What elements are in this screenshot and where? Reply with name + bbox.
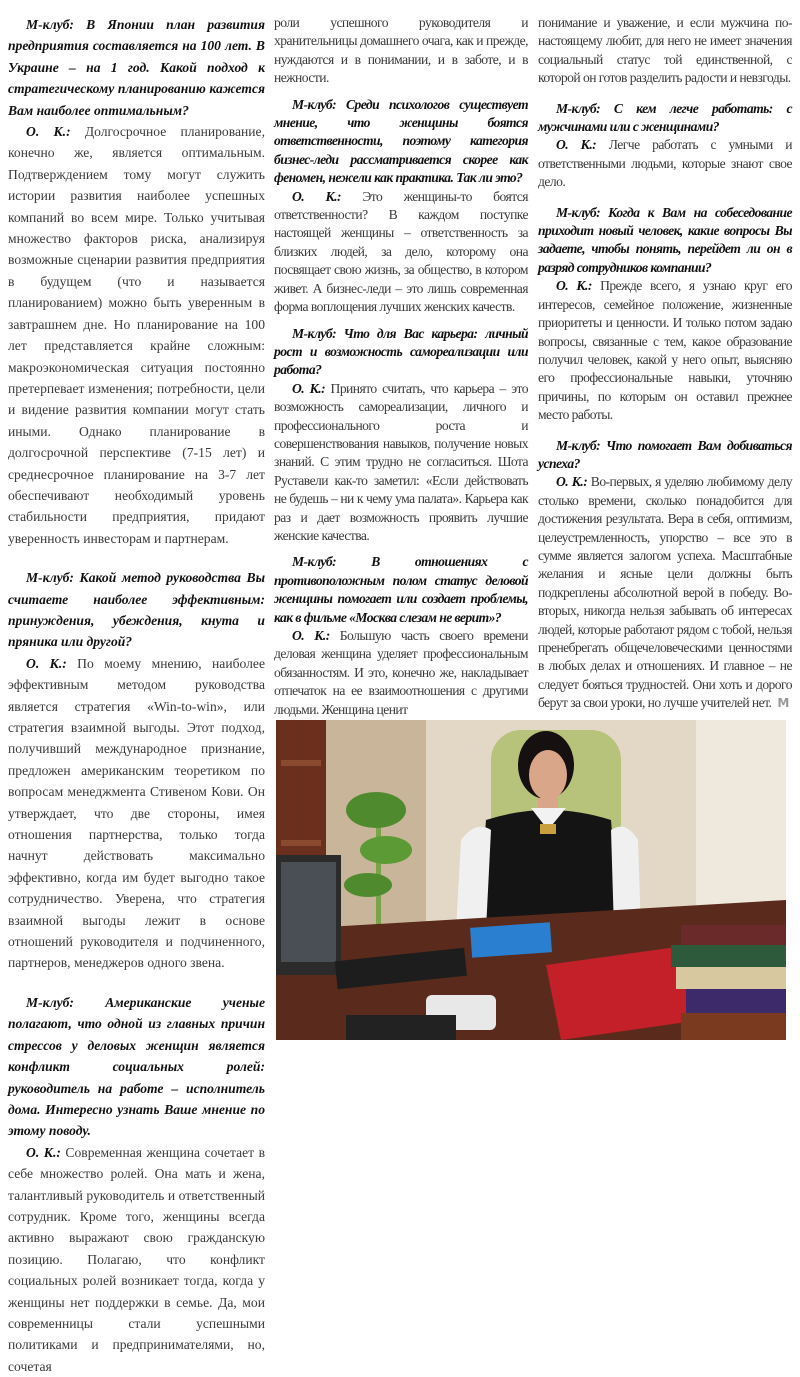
interview-answer — [274, 188, 528, 317]
question-text: М-клуб: Какой метод руководства Вы считаете наиболее эффективным: принуждения, убеждения, кнута и пряника или другой? — [8, 570, 265, 650]
answer-speaker-label: О. К.: — [292, 380, 326, 396]
interview-answer — [274, 14, 528, 88]
interview-question — [274, 96, 528, 188]
question-text: М-клуб: Когда к Вам на собеседование приходит новый человек, какие вопросы Вы задаете, чтобы понять, перейдет ли он в разряд сотрудников компании? — [538, 204, 792, 275]
article-column-2 — [274, 14, 528, 719]
answer-speaker-label: О. К.: — [556, 278, 592, 294]
answer-text: По моему мнению, наиболее эффективным методом руководства является стратегия «Win-to-win», или стратегия взаимной выгоды. Этот подход, получивший международное признание, предложен американским теоретиком по вопросам менеджмента Стивеном Кови. Он утверждает, что две стороны, имея отношения партнерства, только тогда начнут действовать максимально эффективно, когда им будет выгодно такое сотрудничество. Уверена, что стратегия взаимной выгоды лежит в основе отношений руководителя и подчиненного, партнеров, менеджеров одного звена. — [8, 655, 265, 971]
interview-answer — [538, 14, 792, 88]
answer-speaker-label: О. К.: — [26, 655, 67, 671]
interview-answer — [274, 380, 528, 546]
answer-text: Принято считать, что карьера – это возможность самореализации, личного и профессионального роста и совершенствования навыков, получение новых знаний. С этим трудно не согласиться. Шота Руставели как-то заметил: «Если действовать не будешь – ни к чему ума палата». Карьера как раз и дает возможность проявить лучшие женские качества. — [274, 380, 528, 543]
answer-text: понимание и уважение, и если мужчина по-настоящему любит, для него не имеет значения социальный статус той единственной, с которой он готов разделить радости и невзгоды. — [538, 15, 792, 86]
interview-question — [538, 437, 792, 474]
answer-speaker-label: О. К.: — [292, 628, 330, 643]
interview-answer — [8, 653, 265, 974]
answer-speaker-label: О. К.: — [292, 188, 341, 204]
answer-text: Прежде всего, я узнаю круг его интересов, семейное положение, жизненные приоритеты и ценности. И только потом задаю вопросы, связанные с тем, какое образование получил человек, какой у него опыт, выясняю его профессиональные навыки, уточняю причины, по которым он оставил прежнее место работы. — [538, 278, 792, 423]
article-column-3 — [538, 14, 792, 713]
answer-text: Во-первых, я уделяю любимому делу столько времени, сколько понадобится для достижения результата. Вера в себя, оптимизм, целеустремленность, упорство – все это в сумме является залогом успеха. Масштабные желания и ясные цели должны быть подкреплены абсолютной верой в победу. Во-вторых, никогда нельзя забывать об интересах людей, которые работают рядом с тобой, нельзя пренебрегать общечеловеческими ценностями в любых делах и отношениях. И главное – не следует бояться трудностей. Они хоть и дорого берут за свои уроки, но лучше учителей нет. — [538, 474, 792, 711]
paragraph-gap — [8, 549, 265, 567]
answer-text: Долгосрочное планирование, конечно же, является оптимальным. Подтверждением тому могут служить истории развития наиболее успешных компаний во всем мире. Только учитывая множество факторов риска, анализируя возможные сценарии развития предприятия в будущем (что и называется планированием) можно быть уверенным в завтрашнем дне. Но планирование на 100 лет представляется крайне сложным: макроэкономическая ситуация постоянно претерпевает изменения; потребности, цели и видение развития компании могут стать иными. Однако планирование в долгосрочной перспективе (7-15 лет) и среднесрочное планирование на 3-7 лет обеспечивают необходимый уровень стабильности предприятия, придают уверенность инвесторам и партнерам. — [8, 124, 265, 546]
question-text: М-клуб: В отношениях с противоположным полом статус деловой женщины помогает или создает проблемы, как в фильме «Москва слезам не верит»? — [274, 554, 528, 625]
answer-speaker-label: О. К.: — [556, 137, 597, 153]
question-text: М-клуб: В Японии план развития предприятия составляется на 100 лет. В Украине – на 1 год. Какой подход к стратегическому планированию кажется Вам наиболее оптимальным? — [8, 17, 265, 118]
question-text: М-клуб: Что для Вас карьера: личный рост и возможность самореализации или работа? — [274, 325, 528, 378]
answer-text: Это женщины-то боятся ответственности? В каждом поступке настоящей женщины – ответственность за близких людей, за дело, которому она посвящает свою жизнь, за общество, в котором живет. А бизнес-леди – это лишь современная форма воплощения лучших женских качеств. — [274, 188, 528, 315]
paragraph-gap — [538, 88, 792, 100]
interview-question — [538, 100, 792, 137]
interview-question — [8, 14, 265, 121]
interview-answer — [538, 277, 792, 424]
answer-speaker-label: О. К.: — [556, 474, 588, 490]
paragraph-gap — [274, 545, 528, 553]
paragraph-gap — [274, 88, 528, 96]
article-column-1 — [8, 14, 265, 1377]
interview-photo — [276, 720, 786, 1040]
paragraph-gap — [8, 974, 265, 992]
answer-text: роли успешного руководителя и хранительницы домашнего очага, как и прежде, нуждаются и в понимании, и в заботе, и в нежности. — [274, 15, 528, 86]
interview-question — [274, 553, 528, 627]
office-portrait-image — [276, 720, 786, 1040]
interview-question — [8, 992, 265, 1142]
interview-answer — [274, 627, 528, 719]
question-text: М-клуб: Что помогает Вам добиваться успеха? — [538, 437, 792, 471]
answer-text: Большую часть своего времени деловая женщина уделяет профессиональным обязанностям. И это, конечно же, накладывает отпечаток на ее взаимоотношения с другими людьми. Женщина ценит — [274, 628, 528, 717]
paragraph-gap — [274, 317, 528, 325]
answer-text: Легче работать с умными и ответственными людьми, которые знают свое дело. — [538, 137, 792, 190]
question-text: М-клуб: Среди психологов существует мнение, что женщины боятся ответственности, поэтому категория бизнес-леди рассматривается скорее как феномен, нежели как практика. Так ли это? — [274, 96, 528, 186]
question-text: М-клуб: С кем легче работать: с мужчинами или с женщинами? — [538, 100, 792, 135]
answer-text: Современная женщина сочетает в себе множество ролей. Она мать и жена, талантливый руководитель и ответственный сотрудник. Кроме того, женщины всегда активно выражают свою гражданскую позицию. Полагаю, что конфликт социальных ролей возникает тогда, когда у женщины нет поддержки в семье. Да, мои современницы стали успешными политиками и предпринимателями, но, сочетая — [8, 1144, 266, 1374]
paragraph-gap — [538, 425, 792, 437]
interview-answer — [8, 1142, 265, 1377]
interview-question — [274, 325, 528, 380]
interview-answer — [538, 473, 792, 712]
interview-question — [538, 204, 792, 278]
question-text: М-клуб: Американские ученые полагают, что одной из главных причин стрессов у деловых женщин является конфликт социальных ролей: руководитель на работе – исполнитель дома. Интересно узнать Ваше мнение по этому поводу. — [8, 994, 265, 1139]
interview-answer — [8, 121, 265, 549]
answer-speaker-label: О. К.: — [26, 124, 71, 140]
paragraph-gap — [538, 192, 792, 204]
interview-question — [8, 567, 265, 653]
end-of-article-mark: M — [777, 696, 789, 711]
interview-answer — [538, 136, 792, 191]
answer-speaker-label: О. К.: — [26, 1144, 61, 1160]
